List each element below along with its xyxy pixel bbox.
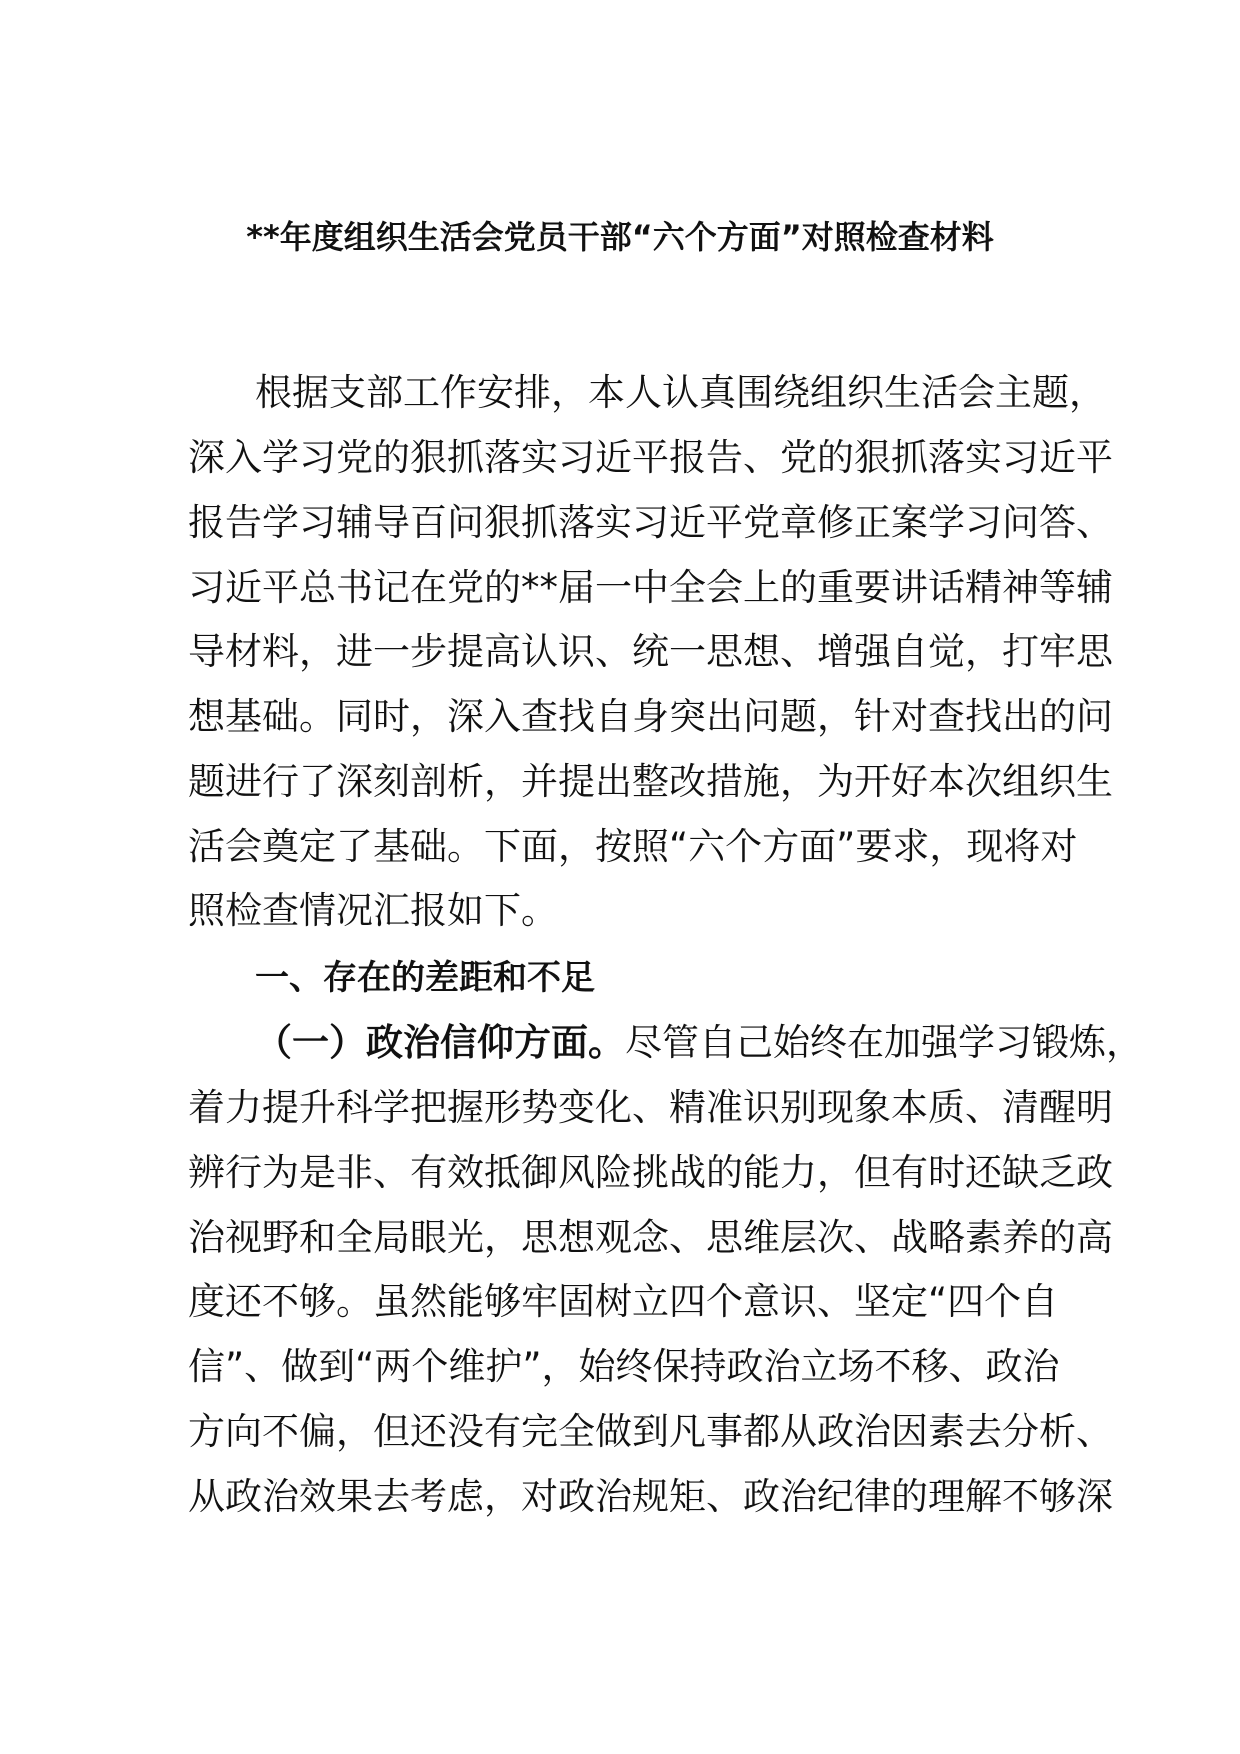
paragraph-line: 习近平总书记在党的**届一中全会上的重要讲话精神等辅	[188, 566, 1113, 609]
paragraph-line: 着力提升科学把握形势变化、精准识别现象本质、清醒明	[188, 1086, 1113, 1129]
paragraph-line: 照检查情况汇报如下。	[188, 889, 558, 932]
paragraph-text: 尽管自己始终在加强学习锻炼，	[625, 1021, 1143, 1064]
paragraph-line: 度还不够。虽然能够牢固树立四个意识、坚定“四个自	[188, 1280, 1059, 1323]
paragraph-line: 报告学习辅导百问狠抓落实习近平党章修正案学习问答、	[188, 501, 1113, 544]
paragraph-line: 根据支部工作安排，本人认真围绕组织生活会主题，	[255, 371, 1106, 414]
document-title: **年度组织生活会党员干部“六个方面”对照检查材料	[246, 218, 994, 256]
subsection-first-line	[255, 1021, 1143, 1065]
paragraph-line: 题进行了深刻剖析，并提出整改措施，为开好本次组织生	[188, 760, 1113, 803]
paragraph-line: 从政治效果去考虑，对政治规矩、政治纪律的理解不够深	[188, 1475, 1113, 1518]
paragraph-line: 导材料，进一步提高认识、统一思想、增强自觉，打牢思	[188, 630, 1113, 673]
paragraph-line: 信”、做到“两个维护”，始终保持政治立场不移、政治	[188, 1345, 1060, 1388]
section-heading: 一、存在的差距和不足	[255, 958, 595, 998]
paragraph-line: 治视野和全局眼光，思想观念、思维层次、战略素养的高	[188, 1216, 1113, 1259]
paragraph-line: 方向不偏，但还没有完全做到凡事都从政治因素去分析、	[188, 1410, 1113, 1453]
paragraph-line: 辨行为是非、有效抵御风险挑战的能力，但有时还缺乏政	[188, 1151, 1113, 1194]
paragraph-line: 想基础。同时，深入查找自身突出问题，针对查找出的问	[188, 695, 1113, 738]
paragraph-line: 深入学习党的狠抓落实习近平报告、党的狠抓落实习近平	[188, 436, 1113, 479]
subsection-heading: （一）政治信仰方面。	[255, 1021, 625, 1064]
paragraph-line: 活会奠定了基础。下面，按照“六个方面”要求，现将对	[188, 825, 1078, 868]
